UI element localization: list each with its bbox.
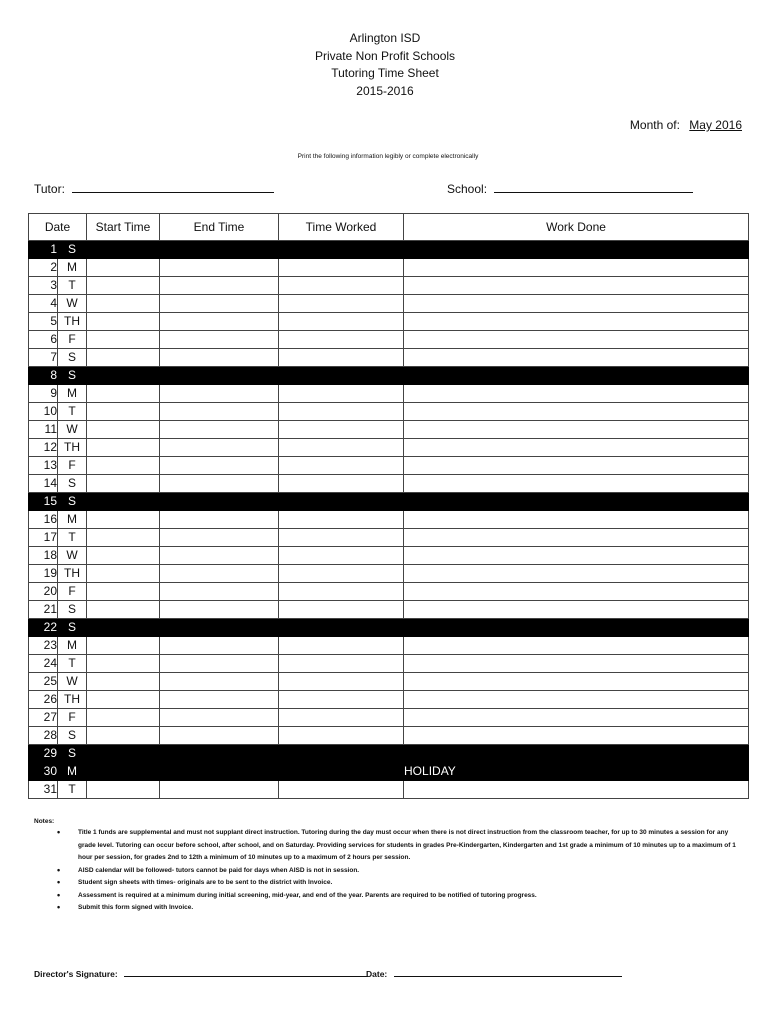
end-time-cell[interactable] (160, 349, 279, 367)
day-of-week: TH (58, 313, 87, 331)
signature-input-line[interactable] (124, 967, 367, 977)
start-time-cell[interactable] (87, 439, 160, 457)
end-time-cell[interactable] (160, 277, 279, 295)
form-title: Tutoring Time Sheet (331, 66, 439, 80)
district-name: Arlington ISD (349, 31, 421, 45)
day-number: 8 (29, 367, 58, 385)
day-number: 25 (29, 673, 58, 691)
work-done-cell[interactable] (404, 439, 749, 457)
start-time-cell[interactable] (87, 421, 160, 439)
day-of-week: S (58, 745, 87, 763)
day-number: 6 (29, 331, 58, 349)
time-worked-cell[interactable] (279, 745, 404, 763)
table-header-row (29, 214, 749, 241)
table-row (29, 313, 749, 331)
time-worked-cell[interactable] (279, 403, 404, 421)
end-time-cell[interactable] (160, 583, 279, 601)
table-row (29, 529, 749, 547)
day-of-week: T (58, 277, 87, 295)
end-time-cell[interactable] (160, 403, 279, 421)
program-name: Private Non Profit Schools (314, 48, 456, 63)
start-time-cell[interactable] (87, 331, 160, 349)
start-time-cell[interactable] (87, 277, 160, 295)
column-header-end-time: End Time (160, 214, 279, 241)
tutor-field (34, 181, 274, 196)
time-worked-cell[interactable] (279, 367, 404, 385)
end-time-cell[interactable] (160, 709, 279, 727)
table-row (29, 421, 749, 439)
table-row (29, 331, 749, 349)
table-row (29, 457, 749, 475)
day-number: 17 (29, 529, 58, 547)
start-time-cell[interactable] (87, 403, 160, 421)
day-of-week: F (58, 457, 87, 475)
end-time-cell[interactable] (160, 367, 279, 385)
day-of-week: F (58, 331, 87, 349)
end-time-cell[interactable] (160, 655, 279, 673)
end-time-cell[interactable] (160, 673, 279, 691)
column-header-date: Date (29, 214, 87, 241)
day-number: 24 (29, 655, 58, 673)
table-row (29, 763, 749, 781)
day-of-week: S (58, 475, 87, 493)
start-time-cell[interactable] (87, 673, 160, 691)
start-time-cell[interactable] (87, 259, 160, 277)
work-done-cell[interactable] (404, 529, 749, 547)
start-time-cell[interactable] (87, 475, 160, 493)
work-done-cell[interactable] (404, 601, 749, 619)
time-worked-cell[interactable] (279, 457, 404, 475)
note-item: • Assessment is required at a minimum during initial screening, mid-year, and end of the year. Parents are required to be notified of tutoring progress. (57, 889, 537, 900)
column-header-start-time: Start Time (87, 214, 160, 241)
day-of-week: S (58, 493, 87, 511)
day-of-week: M (58, 763, 87, 781)
time-worked-cell[interactable] (279, 349, 404, 367)
start-time-cell[interactable] (87, 241, 160, 259)
time-worked-cell[interactable] (279, 583, 404, 601)
day-of-week: TH (58, 565, 87, 583)
work-done-cell[interactable] (404, 709, 749, 727)
day-of-week: S (58, 349, 87, 367)
end-time-cell[interactable] (160, 565, 279, 583)
table-row (29, 619, 749, 637)
month-value[interactable]: May 2016 (689, 118, 742, 132)
table-row (29, 241, 749, 259)
time-worked-cell[interactable] (279, 439, 404, 457)
day-number: 30 (29, 763, 58, 781)
end-time-cell[interactable] (160, 547, 279, 565)
work-done-cell[interactable] (404, 331, 749, 349)
school-input-line[interactable] (494, 181, 693, 193)
end-time-cell[interactable] (160, 637, 279, 655)
table-row (29, 277, 749, 295)
time-worked-cell[interactable] (279, 277, 404, 295)
table-row (29, 259, 749, 277)
column-header-time-worked: Time Worked (279, 214, 404, 241)
time-worked-cell[interactable] (279, 709, 404, 727)
day-of-week: T (58, 529, 87, 547)
start-time-cell[interactable] (87, 583, 160, 601)
work-done-cell[interactable] (404, 475, 749, 493)
date-input-line[interactable] (394, 967, 622, 977)
work-done-cell[interactable] (404, 511, 749, 529)
day-number: 12 (29, 439, 58, 457)
table-row (29, 709, 749, 727)
end-time-cell[interactable] (160, 385, 279, 403)
work-done-cell[interactable] (404, 493, 749, 511)
work-done-cell[interactable] (404, 277, 749, 295)
work-done-cell[interactable] (404, 691, 749, 709)
table-row (29, 745, 749, 763)
day-number: 13 (29, 457, 58, 475)
work-done-cell[interactable] (404, 673, 749, 691)
note-item: • Title 1 funds are supplemental and must not supplant direct instruction. Tutoring during the day must occur when there is not direct instruction from the classroom teacher, for up to 30 minutes a session for any grade level. Tutoring can occur before school, after school, and on Saturday. Providing services for students in grades Pre-Kindergarten, Kindergarten and 1st grade a minimum of 10 minutes up to a maximum of 1 hour per session, for grades 2nd to 12th a minimum of 10 minutes up to a maximum of 2 hours per session. (57, 827, 736, 861)
table-row (29, 547, 749, 565)
time-worked-cell[interactable] (279, 547, 404, 565)
day-number: 28 (29, 727, 58, 745)
time-worked-cell[interactable] (279, 673, 404, 691)
work-done-cell[interactable] (404, 241, 749, 259)
month-label: Month of: (629, 118, 680, 132)
day-number: 1 (29, 241, 58, 259)
day-of-week: M (58, 385, 87, 403)
table-row (29, 349, 749, 367)
day-number: 22 (29, 619, 58, 637)
work-done-cell[interactable] (404, 637, 749, 655)
day-of-week: S (58, 241, 87, 259)
table-row (29, 601, 749, 619)
table-row (29, 583, 749, 601)
start-time-cell[interactable] (87, 547, 160, 565)
date-field (366, 967, 622, 979)
time-worked-cell[interactable] (279, 331, 404, 349)
end-time-cell[interactable] (160, 727, 279, 745)
table-row (29, 565, 749, 583)
day-of-week: T (58, 655, 87, 673)
work-done-cell[interactable] (404, 547, 749, 565)
time-worked-cell[interactable] (279, 385, 404, 403)
tutor-label: Tutor: (34, 182, 65, 196)
table-row (29, 727, 749, 745)
table-row (29, 403, 749, 421)
day-number: 16 (29, 511, 58, 529)
end-time-cell[interactable] (160, 439, 279, 457)
start-time-cell[interactable] (87, 763, 160, 781)
time-worked-cell[interactable] (279, 781, 404, 799)
work-done-cell[interactable] (404, 457, 749, 475)
start-time-cell[interactable] (87, 745, 160, 763)
signature-label: Director's Signature: (34, 969, 118, 979)
work-done-cell[interactable] (404, 781, 749, 799)
time-worked-cell[interactable] (279, 475, 404, 493)
day-of-week: F (58, 709, 87, 727)
day-of-week: M (58, 259, 87, 277)
start-time-cell[interactable] (87, 565, 160, 583)
day-number: 20 (29, 583, 58, 601)
start-time-cell[interactable] (87, 493, 160, 511)
column-header-work-done: Work Done (404, 214, 749, 241)
notes-label: Notes: (34, 818, 55, 825)
time-worked-cell[interactable] (279, 529, 404, 547)
day-number: 31 (29, 781, 58, 799)
document-header (0, 30, 770, 100)
table-row (29, 385, 749, 403)
end-time-cell[interactable] (160, 511, 279, 529)
day-of-week: TH (58, 439, 87, 457)
table-row (29, 691, 749, 709)
instruction-text: Print the following information legibly or complete electronically (297, 153, 479, 160)
end-time-cell[interactable] (160, 421, 279, 439)
table-row (29, 439, 749, 457)
end-time-cell[interactable] (160, 295, 279, 313)
time-worked-cell[interactable] (279, 691, 404, 709)
work-done-cell[interactable] (404, 295, 749, 313)
tutor-input-line[interactable] (72, 181, 274, 193)
day-number: 2 (29, 259, 58, 277)
day-of-week: S (58, 601, 87, 619)
bullet-icon: • (57, 827, 61, 837)
date-label: Date: (366, 969, 388, 979)
signature-field (34, 967, 367, 979)
time-worked-cell[interactable] (279, 763, 404, 781)
table-row (29, 493, 749, 511)
work-done-cell[interactable] (404, 367, 749, 385)
start-time-cell[interactable] (87, 709, 160, 727)
note-item: • AISD calendar will be followed- tutors cannot be paid for days when AISD is not in session. (57, 864, 360, 875)
start-time-cell[interactable] (87, 637, 160, 655)
note-item: • Student sign sheets with times- originals are to be sent to the district with Invoice. (57, 877, 333, 887)
work-done-cell[interactable] (404, 421, 749, 439)
start-time-cell[interactable] (87, 601, 160, 619)
day-number: 3 (29, 277, 58, 295)
end-time-cell[interactable] (160, 241, 279, 259)
school-label: School: (447, 182, 488, 196)
day-number: 23 (29, 637, 58, 655)
day-number: 7 (29, 349, 58, 367)
day-of-week: F (58, 583, 87, 601)
end-time-cell[interactable] (160, 475, 279, 493)
end-time-cell[interactable] (160, 331, 279, 349)
table-row (29, 295, 749, 313)
table-row (29, 673, 749, 691)
time-worked-cell[interactable] (279, 259, 404, 277)
end-time-cell[interactable] (160, 619, 279, 637)
note-item: • Submit this form signed with Invoice. (57, 902, 194, 912)
work-done-cell[interactable] (404, 655, 749, 673)
day-number: 19 (29, 565, 58, 583)
day-number: 15 (29, 493, 58, 511)
work-done-cell[interactable] (404, 259, 749, 277)
day-number: 10 (29, 403, 58, 421)
school-field (447, 181, 693, 196)
bullet-icon: • (57, 889, 61, 900)
day-number: 11 (29, 421, 58, 439)
day-number: 27 (29, 709, 58, 727)
work-done-cell[interactable] (404, 583, 749, 601)
start-time-cell[interactable] (87, 511, 160, 529)
start-time-cell[interactable] (87, 781, 160, 799)
start-time-cell[interactable] (87, 313, 160, 331)
day-number: 5 (29, 313, 58, 331)
table-row (29, 655, 749, 673)
work-done-cell[interactable] (404, 565, 749, 583)
start-time-cell[interactable] (87, 529, 160, 547)
work-done-cell[interactable] (404, 385, 749, 403)
end-time-cell[interactable] (160, 763, 279, 781)
day-of-week: W (58, 295, 87, 313)
day-of-week: S (58, 619, 87, 637)
day-number: 14 (29, 475, 58, 493)
time-worked-cell[interactable] (279, 241, 404, 259)
time-worked-cell[interactable] (279, 295, 404, 313)
start-time-cell[interactable] (87, 457, 160, 475)
start-time-cell[interactable] (87, 295, 160, 313)
time-worked-cell[interactable] (279, 655, 404, 673)
day-of-week: W (58, 673, 87, 691)
day-of-week: T (58, 781, 87, 799)
time-worked-cell[interactable] (279, 421, 404, 439)
work-done-cell[interactable]: HOLIDAY (404, 763, 749, 781)
end-time-cell[interactable] (160, 691, 279, 709)
table-row (29, 511, 749, 529)
start-time-cell[interactable] (87, 349, 160, 367)
day-number: 26 (29, 691, 58, 709)
end-time-cell[interactable] (160, 745, 279, 763)
day-number: 29 (29, 745, 58, 763)
end-time-cell[interactable] (160, 601, 279, 619)
day-number: 4 (29, 295, 58, 313)
day-of-week: M (58, 637, 87, 655)
table-row (29, 367, 749, 385)
day-number: 18 (29, 547, 58, 565)
end-time-cell[interactable] (160, 781, 279, 799)
timesheet-table (28, 213, 749, 799)
day-of-week: TH (58, 691, 87, 709)
day-of-week: M (58, 511, 87, 529)
start-time-cell[interactable] (87, 367, 160, 385)
day-number: 21 (29, 601, 58, 619)
work-done-cell[interactable] (404, 745, 749, 763)
end-time-cell[interactable] (160, 529, 279, 547)
end-time-cell[interactable] (160, 457, 279, 475)
time-worked-cell[interactable] (279, 565, 404, 583)
start-time-cell[interactable] (87, 385, 160, 403)
end-time-cell[interactable] (160, 313, 279, 331)
day-of-week: S (58, 367, 87, 385)
time-worked-cell[interactable] (279, 619, 404, 637)
time-worked-cell[interactable] (279, 601, 404, 619)
day-of-week: S (58, 727, 87, 745)
time-worked-cell[interactable] (279, 511, 404, 529)
end-time-cell[interactable] (160, 259, 279, 277)
start-time-cell[interactable] (87, 691, 160, 709)
bullet-icon: • (57, 864, 61, 875)
work-done-cell[interactable] (404, 313, 749, 331)
bullet-icon: • (57, 877, 61, 887)
work-done-cell[interactable] (404, 349, 749, 367)
work-done-cell[interactable] (404, 619, 749, 637)
table-row (29, 475, 749, 493)
day-of-week: W (58, 421, 87, 439)
table-row (29, 781, 749, 799)
day-number: 9 (29, 385, 58, 403)
time-worked-cell[interactable] (279, 637, 404, 655)
time-worked-cell[interactable] (279, 313, 404, 331)
time-worked-cell[interactable] (279, 727, 404, 745)
table-row (29, 637, 749, 655)
school-year: 2015-2016 (356, 83, 414, 98)
start-time-cell[interactable] (87, 727, 160, 745)
day-of-week: T (58, 403, 87, 421)
day-of-week: W (58, 547, 87, 565)
time-worked-cell[interactable] (279, 493, 404, 511)
start-time-cell[interactable] (87, 655, 160, 673)
work-done-cell[interactable] (404, 727, 749, 745)
notes-list (57, 827, 740, 915)
end-time-cell[interactable] (160, 493, 279, 511)
work-done-cell[interactable] (404, 403, 749, 421)
bullet-icon: • (57, 902, 61, 912)
month-field (630, 118, 742, 132)
start-time-cell[interactable] (87, 619, 160, 637)
